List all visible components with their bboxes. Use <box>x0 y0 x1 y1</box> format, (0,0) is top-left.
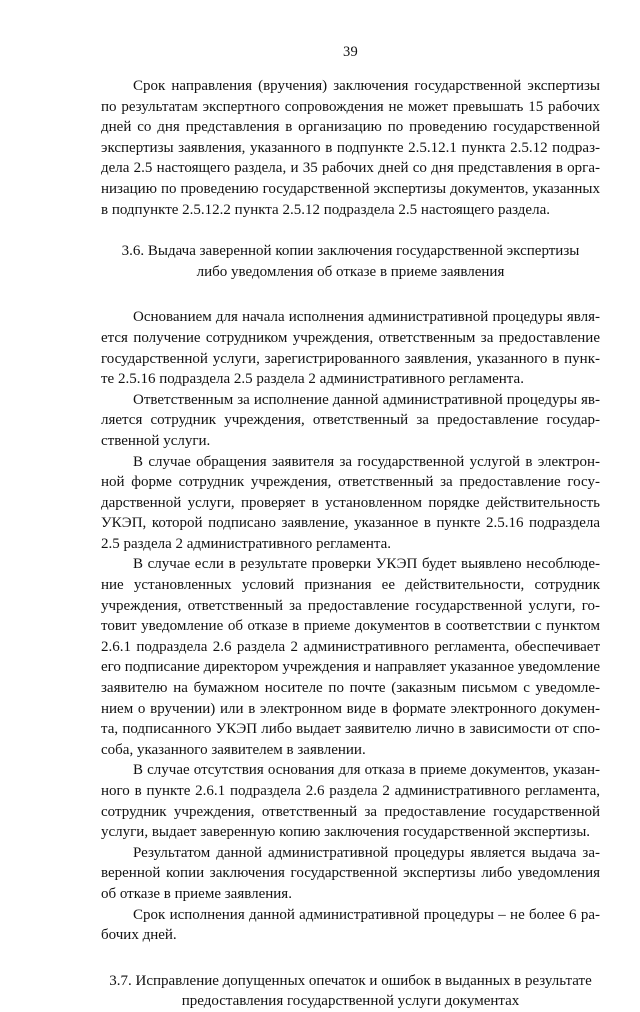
section-3-6-paragraph-4: В случае если в результате проверки УКЭП будет выявлено несоблюдение установленных условий признания ее действительности, сотрудник учреждения, ответственный за предоставление государственной услуги, готовит уведомление об отказе в приеме документов в соответствии с пунктом 2.6.1 подраздела 2.6 раздела 2 административного регламента, обеспечивает его подписание директором учреждения и направляет указанное уведомление заявителю на бумажном носителе по почте (заказным письмом с уведомлением о вручении) или в электронном виде в формате электронного документа, подписанного УКЭП либо выдает заявителю лично в зависимости от способа, указанного заявителем в заявлении. <box>101 556 600 758</box>
section-3-6-paragraph-2: Ответственным за исполнение данной административной процедуры является сотрудник учреждения, ответственный за предоставление государственной услуги. <box>101 391 600 449</box>
section-3-6-paragraph-5: В случае отсутствия основания для отказа в приеме документов, указанного в пункте 2.6.1 подраздела 2.6 раздела 2 административного регламента, сотрудник учреждения, ответственный за предоставление государственной услуги, выдает заверенную копию заключения государственной экспертизы. <box>101 762 600 841</box>
section-3-6-heading-line-2: либо уведомления об отказе в приеме заявления <box>196 263 505 280</box>
section-3-6-body <box>101 307 600 945</box>
section-3-6-paragraph-3: В случае обращения заявителя за государственной услугой в электронной форме сотрудник учреждения, ответственный за предоставление государственной услуги, проверяет в установленном порядке действительность УКЭП, которой подписано заявление, указанное в пункте 2.5.16 подраздела 2.5 раздела 2 административного регламента. <box>101 453 600 552</box>
section-3-6-paragraph-7: Срок исполнения данной административной процедуры – не более 6 рабочих дней. <box>101 906 600 944</box>
section-3-6-heading <box>101 241 600 282</box>
section-3-6-heading-line-1: 3.6. Выдача заверенной копии заключения государственной экспертизы <box>121 243 580 260</box>
section-3-7-heading <box>101 971 600 1012</box>
section-3-6-paragraph-1: Основанием для начала исполнения административной процедуры является получение сотрудником учреждения, ответственным за предоставление государственной услуги, зарегистрированного заявления, указанного в пункте 2.5.16 подраздела 2.5 раздела 2 административного регламента. <box>101 309 600 388</box>
intro-paragraph: Срок направления (вручения) заключения государственной экспертизы по результатам экспертного сопровождения не может превышать 15 рабочих дней со дня представления в организацию по проведению государственной экспертизы заявления, указанного в подпункте 2.5.12.1 пункта 2.5.12 подраздела 2.5 настоящего раздела, и 35 рабочих дней со дня представления в организацию по проведению государственной экспертизы документов, указанных в подпункте 2.5.12.2 пункта 2.5.12 подраздела 2.5 настоящего раздела. <box>101 78 600 218</box>
section-3-7-heading-line-1: 3.7. Исправление допущенных опечаток и ошибок в выданных в результате <box>109 972 592 989</box>
section-3-7-heading-line-2: предоставления государственной услуги документах <box>181 993 520 1010</box>
section-3-6-paragraph-6: Результатом данной административной процедуры является выдача заверенной копии заключения государственной экспертизы либо уведомления об отказе в приеме заявления. <box>101 844 600 902</box>
page-number: 39 <box>342 44 359 60</box>
